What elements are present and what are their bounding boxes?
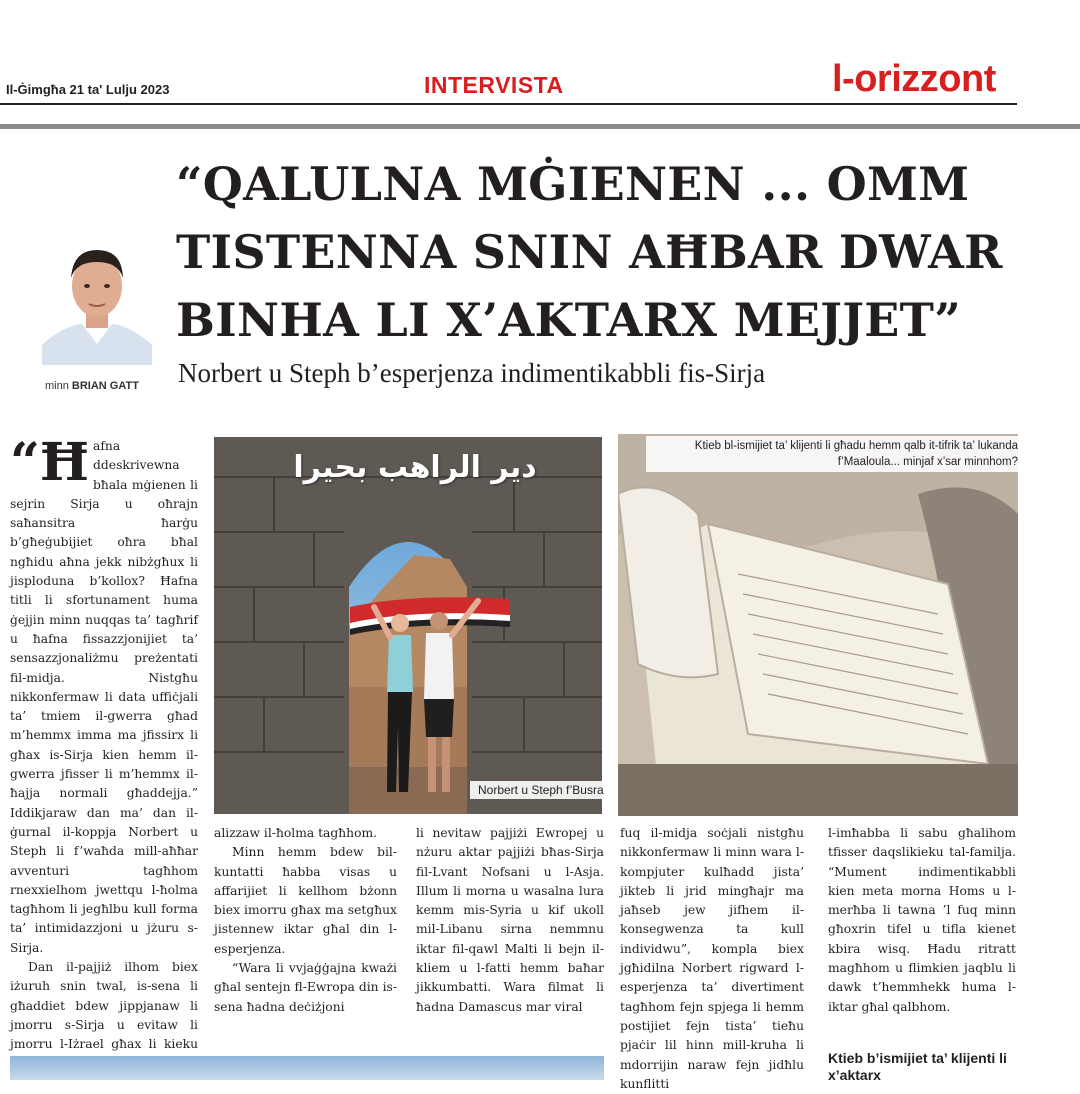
newspaper-logo: l-orizzont xyxy=(832,58,996,100)
byline xyxy=(45,380,139,392)
box-subheading: Ktieb b’ismijiet ta’ klijenti li x’aktarx xyxy=(828,1050,1007,1083)
masthead-divider xyxy=(0,124,1080,129)
guest-ledger-photo-icon xyxy=(618,434,1018,816)
paragraph: Dan il-pajjiż ilhom biex iżuruh snin twal, is-sena li għaddiet bdew jippjanaw li jmorru s-Sirja u evitaw li jmorru l-Iżrael għax li kieku xyxy=(10,960,198,1052)
drop-cap: “Ħ xyxy=(10,432,90,493)
author-portrait-icon xyxy=(42,240,152,365)
stone-arch-photo-icon xyxy=(214,437,602,814)
paragraph: l-imħabba li sabu għalihom tfisser daqslikieku tal-familja. “Mument indimentikabbli kien meta morna Homs u l-merħba li tawna ’l fuq minn għoxrin tifel u tifla kienet kbira wisq. Ħadu ritratt magħhom u flimkien jaqblu li dawk t’hemmhekk huma l-iktar għal qalbhom. xyxy=(828,826,1016,1014)
paragraph: li nevitaw pajjiżi Ewropej u nżuru aktar pajjiżi bħas-Sirja fil-Lvant Nofsani u l-Asja. Illum li morna u wasalna lura kemm mis-Syria u kif ukoll mil-Libanu sirna nemmnu iktar fil-qawl Malti li bejn il-kliem u l-fatti hemm baħar jikkumbatti. Wara filmat li ħadna Damascus mar viral xyxy=(416,826,604,1014)
article-column-4 xyxy=(620,824,804,1094)
article-column-2 xyxy=(214,824,397,1017)
article-column-1 xyxy=(10,432,198,1074)
section-label: INTERVISTA xyxy=(424,72,564,98)
photo-caption: Ktieb bl-ismijiet ta’ klijenti li għadu hemm qalb it-tifrik ta’ lukanda f’Maaloula... minjaf x’sar minnhom? xyxy=(646,436,1022,472)
photo-caption: Norbert u Steph f’Busra xyxy=(470,781,612,799)
author-name: BRIAN GATT xyxy=(71,380,139,392)
author-photo xyxy=(42,240,152,365)
paragraph: fuq il-midja soċjali nistgħu nikkonfermaw li minn wara l-kompjuter kulħadd jista’ jikteb li jrid mingħajr ma jaħseb jew jifhem il-konsegwenza ta kull individwu”, kompla biex jgħidilna Norbert rigward l-esperjenza ta’ divertiment tagħhom fejn spjega li hemm postijiet fejn tista’ tieħu pjaċir lil hinn mill-kruha li mdorrijin naraw fejn jidħlu kunflitti xyxy=(620,826,804,1091)
photo-guestbook xyxy=(618,434,1018,816)
paragraph xyxy=(10,432,198,958)
subheadline: Norbert u Steph b’esperjenza indimentikabbli fis-Sirja xyxy=(178,358,766,388)
headline: “QALULNA MĠIENEN ... OMM TISTENNA SNIN AĦBAR DWAR BINHA LI X’AKTARX MEJJET” xyxy=(176,157,1003,347)
paragraph: alizzaw il-ħolma tagħhom. xyxy=(214,826,378,840)
issue-date: Il-Ġimgħa 21 ta' Lulju 2023 xyxy=(6,82,170,97)
masthead-rule xyxy=(0,103,1017,105)
paragraph: Minn hemm bdew bil-kuntatti ħabba visas u affarijiet li kellhom bżonn biex imorru għax ma setgħux jistennew iktar għal din l-esperjenza. xyxy=(214,845,397,956)
paragraph-text: afna ddeskrivewna bħala mġienen li sejrin Sirja u oħrajn saħansitra ħarġu b’għeġubijiet oħra bħal ngħidu aħna jekk nibżgħux li jisploduna b’kollox? Ħafna titli li sfortunament huma ġejjin minn nuqqas ta’ tagħrif u ħafna fissazzjonijiet ta’ sensazzjonaliżmu preżentati fil-midja. Nistgħu nikkonfermaw li data uffiċjali ta’ tmiem il-gwerra għad m’hemmx imma ma jfissirx li għax is-Sirja kien hemm il-gwerra jfisser li m’hemmx il-ħajja normali għaddejja.” Iddikjaraw dan ma’ dan il-ġurnal il-koppja Norbert u Steph li f’waħda mill-aħħar avventuri tagħhom rnexxielhom jwettqu l-ħolma tagħhom li jegħlbu kull forma ta’ intimidazzjoni u jżuru s-Sirja. xyxy=(10,439,198,955)
paragraph: “Wara li vvjaġġajna kważi għal sentejn fl-Ewropa din is-sena ħadna deċiżjoni xyxy=(214,961,397,1014)
arabic-sign-text: دير الراهب بحيرا xyxy=(293,450,537,485)
article-column-3 xyxy=(416,824,604,1017)
photo-bottom xyxy=(10,1056,604,1080)
photo-busra xyxy=(214,437,602,814)
masthead xyxy=(0,0,1080,130)
byline-prefix: minn xyxy=(45,380,69,392)
article-column-5 xyxy=(828,824,1016,1017)
